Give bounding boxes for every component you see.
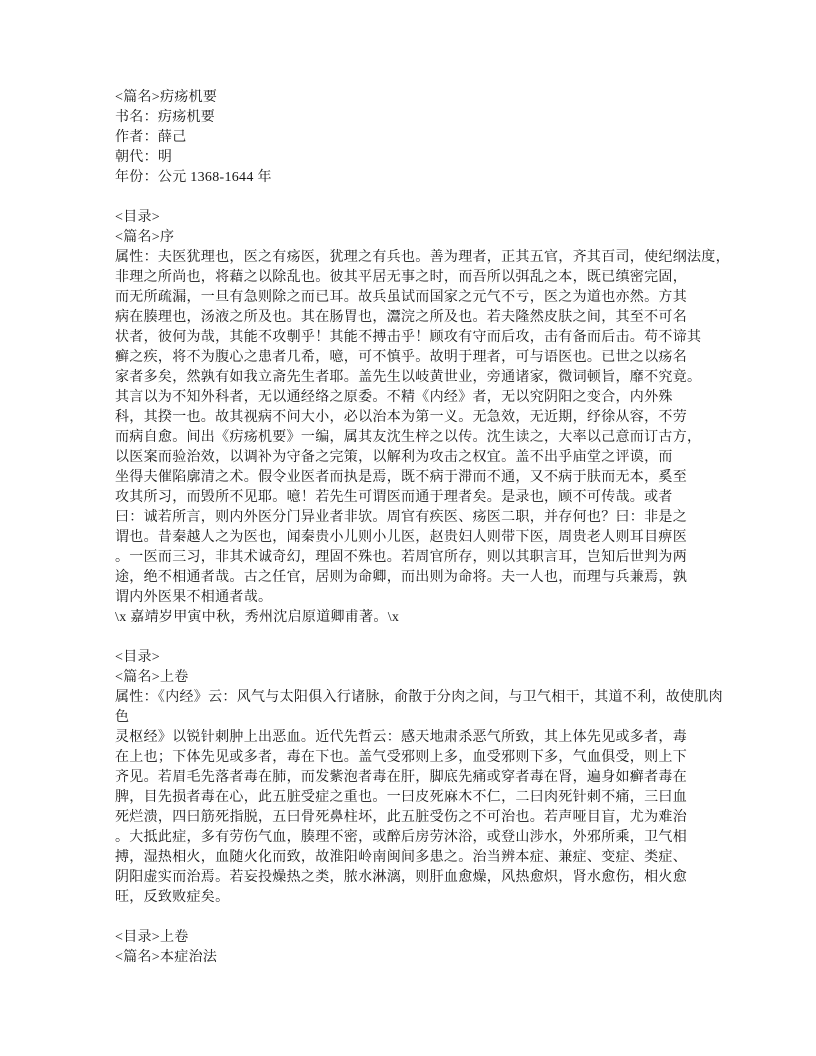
text-line: \x 嘉靖岁甲寅中秋，秀州沈启原道卿甫著。\x	[115, 610, 400, 625]
text-line: <目录>	[115, 210, 160, 225]
text-line: <目录>上卷	[115, 930, 189, 945]
text-line: 灵枢经》以锐针刺肿上出恶血。近代先哲云：感天地肃杀恶气所致，其上体先见或多者，毒	[115, 730, 687, 745]
text-line: 属性：夫医犹理也，医之有疡医，犹理之有兵也。善为理者，正其五官，齐其百司，使纪纲法度，	[115, 250, 730, 265]
text-line: 脾，目先损者毒在心，此五脏受症之重也。一曰皮死麻木不仁，二曰肉死针刺不痛，三曰血	[115, 790, 687, 805]
text-line: 谓内外医果不相通者哉。	[115, 590, 273, 605]
text-line: 谓也。昔秦越人之为医也，闻秦贵小儿则小儿医，赵贵妇人则带下医，周贵老人则耳目痹医	[115, 530, 687, 545]
text-line: 死烂溃，四曰筋死指脱，五曰骨死鼻柱坏，此五脏受伤之不可治也。若声哑目盲，尤为难治	[115, 810, 687, 825]
text-line: 其言以为不知外科者，无以通经络之原委。不精《内经》者，无以究阴阳之变合，内外殊	[115, 390, 673, 405]
preface-paragraph	[115, 248, 730, 608]
text-line: <目录>	[115, 650, 160, 665]
text-line: 齐见。若眉毛先落者毒在肺，而发紫泡者毒在肝，脚底先痛或穿者毒在肾，遍身如癣者毒在	[115, 770, 687, 785]
text-line: 病在腠理也，汤液之所及也。其在肠胃也，灊浣之所及也。若夫隆然皮肤之间，其至不可名	[115, 310, 687, 325]
metadata-block	[115, 88, 711, 188]
text-line: 。一医而三习，非其术诚奇幻，理固不殊也。若周官所存，则以其职言耳，岂知后世判为两	[115, 550, 687, 565]
text-line: 非理之所尚也，将藉之以除乱也。彼其平居无事之时，而吾所以弭乱之本，既已缜密完固，	[115, 270, 687, 285]
text-line: 坐得夫催陷廓清之术。假令业医者而执是焉，既不病于滞而不通，又不病于肤而无本，奚至	[115, 470, 687, 485]
toc-block-benzheng	[115, 928, 711, 968]
toc-block-preface	[115, 208, 711, 248]
text-line: 在上也；下体先见或多者，毒在下也。盖气受邪则上多，血受邪则下多，气血俱受，则上下	[115, 750, 687, 765]
text-line: 家者多矣，然孰有如我立斋先生者耶。盖先生以岐黄世业，旁通诸家，微词顿旨，靡不究竟。	[115, 370, 702, 385]
text-line: 年份：公元 1368-1644 年	[115, 170, 272, 185]
toc-block-volume1	[115, 648, 711, 688]
document-content	[115, 88, 730, 968]
text-line: 科，其揆一也。故其视病不问大小，必以治本为第一义。无急效，无近期，纾徐从容，不劳	[115, 410, 687, 425]
text-line: <篇名>疠疡机要	[115, 90, 218, 105]
text-line: 作者：薛己	[115, 130, 187, 145]
text-line: 状者，彼何为哉，其能不攻剸乎！其能不搏击乎！顾攻有守而后攻，击有备而后击。苟不谛其	[115, 330, 702, 345]
signature-line	[115, 608, 711, 628]
text-line: 曰：诚若所言，则内外医分门异业者非欤。周官有疾医、疡医二职，并存何也？曰：非是之	[115, 510, 687, 525]
text-line: <篇名>本症治法	[115, 950, 218, 965]
text-line: 而无所疏漏，一旦有急则除之而已耳。故兵虽试而国家之元气不亏，医之为道也亦然。方其	[115, 290, 687, 305]
text-line: 癣之疾，将不为腹心之患者几希，噫，可不慎乎。故明于理者，可与语医也。已世之以疡名	[115, 350, 687, 365]
text-line: 搏，湿热相火，血随火化而致，故淮阳岭南闽间多患之。治当辨本症、兼症、变症、类症、	[115, 850, 687, 865]
text-line: 书名：疠疡机要	[115, 110, 216, 125]
text-line: 途，绝不相通者哉。古之任官，居则为命卿，而出则为命将。夫一人也，而理与兵兼焉，孰	[115, 570, 687, 585]
text-line: 攻其所习，而毁所不见耶。噫！若先生可谓医而通于理者矣。是录也，顾不可传哉。或者	[115, 490, 673, 505]
text-line: 色	[115, 710, 130, 725]
text-line: 朝代：明	[115, 150, 173, 165]
text-line: <篇名>上卷	[115, 670, 189, 685]
volume1-paragraph	[115, 688, 723, 908]
text-line: 而病自愈。间出《疠疡机要》一编，属其友沈生梓之以传。沈生读之，大率以己意而订古方，	[115, 430, 702, 445]
text-line: <篇名>序	[115, 230, 175, 245]
text-line: 旺，反致败症矣。	[115, 890, 230, 905]
text-line: 以医案而验治效，以调补为守备之完策，以解利为攻击之权宜。盖不出乎庙堂之评谟，而	[115, 450, 673, 465]
text-line: 阴阳虚实而治焉。若妄投燥热之类，脓水淋漓，则肝血愈燥，风热愈炽，肾水愈伤，相火愈	[115, 870, 687, 885]
text-line: 属性：《内经》云：风气与太阳俱入行诸脉，俞散于分肉之间，与卫气相干，其道不利，故使肌肉	[115, 690, 723, 705]
text-line: 。大抵此症，多有劳伤气血，腠理不密，或醉后房劳沐浴，或登山涉水，外邪所乘，卫气相	[115, 830, 687, 845]
